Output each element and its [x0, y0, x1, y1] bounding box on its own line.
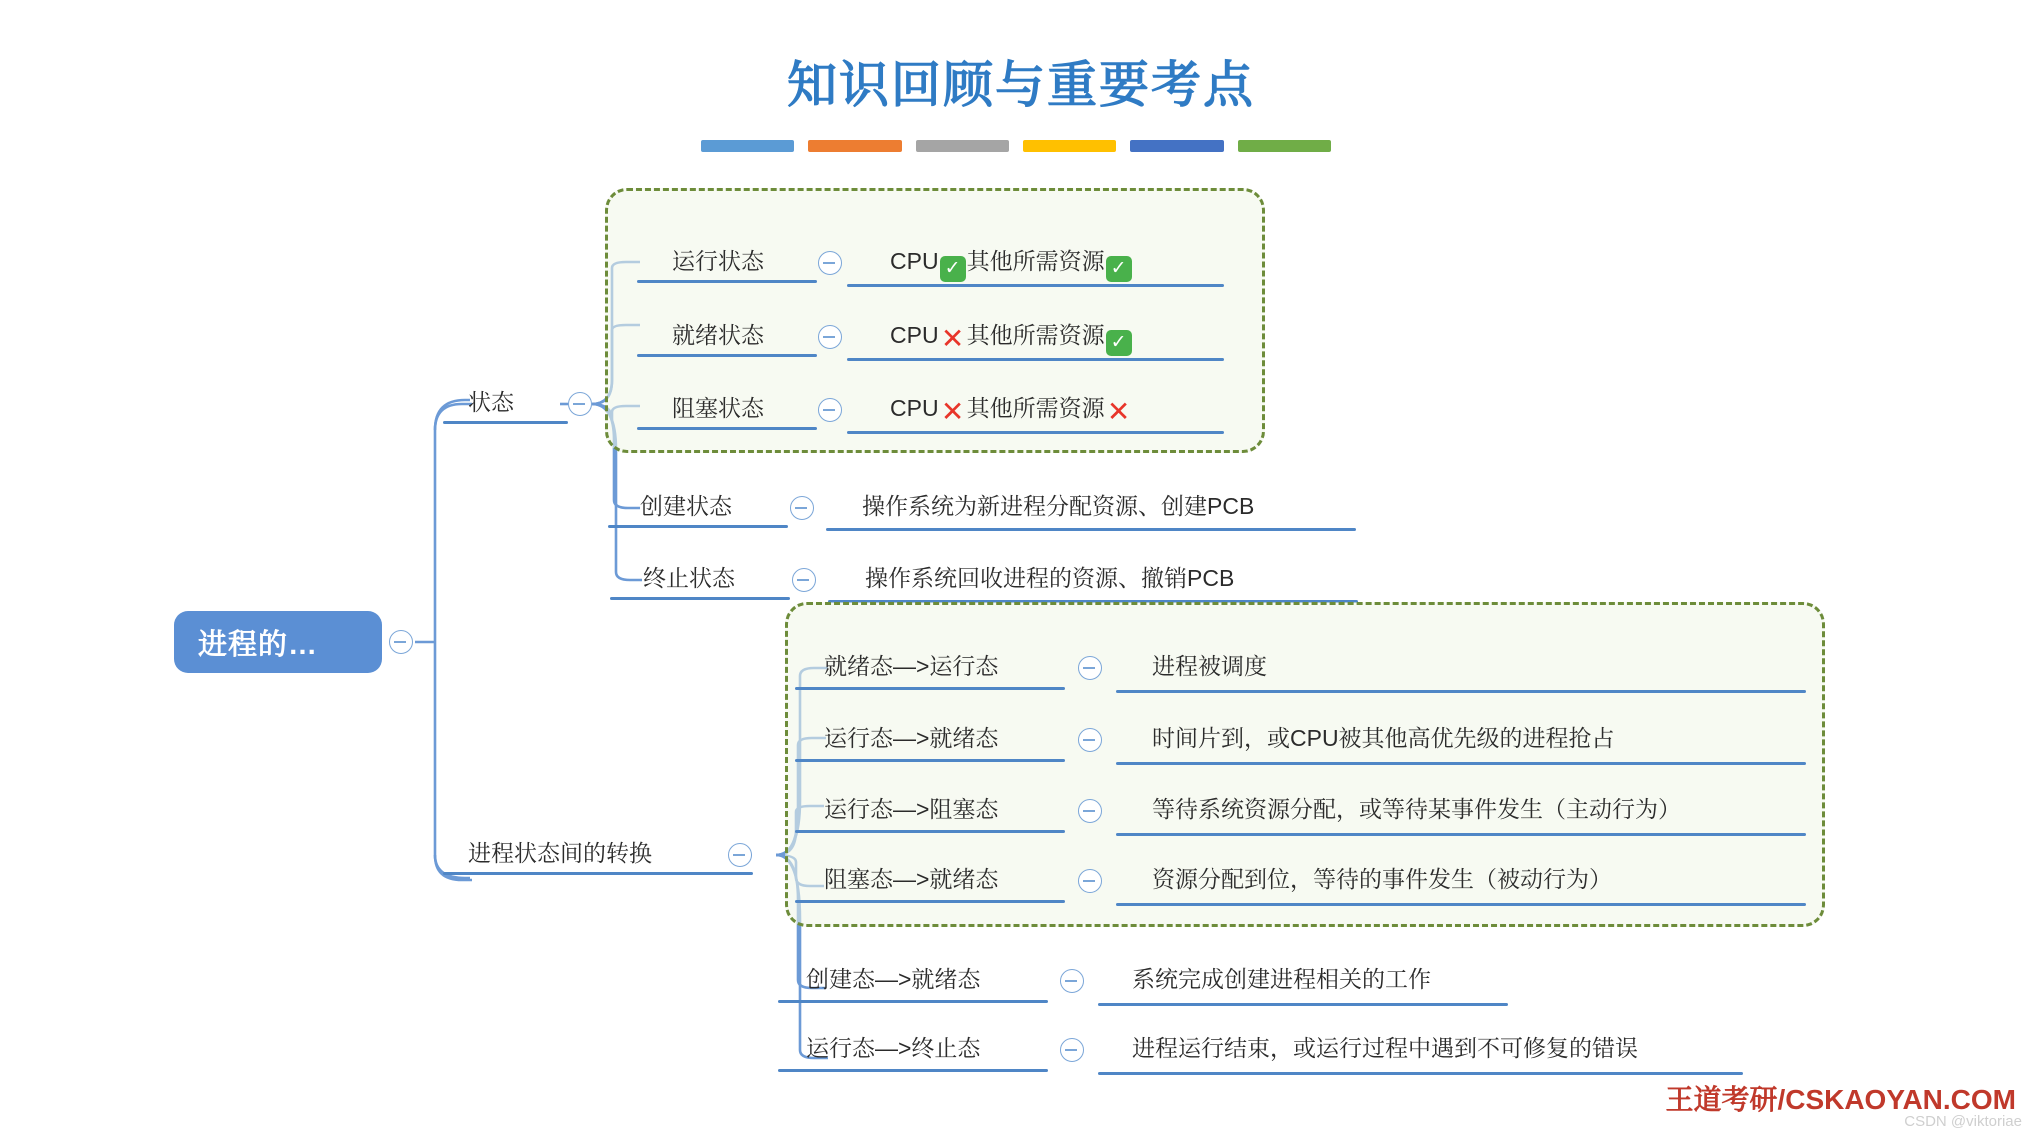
leaf-underline-running-to-ready	[1116, 762, 1806, 765]
title-color-bars	[701, 140, 1331, 152]
node-label-ready-to-running[interactable]: 就绪态—>运行态	[824, 653, 999, 679]
leaf-blocked-cpu-label: CPU	[890, 395, 939, 421]
node-underline-running-to-terminated	[778, 1069, 1048, 1072]
node-underline-running-state	[637, 280, 817, 283]
node-label-running-to-ready[interactable]: 运行态—>就绪态	[824, 725, 999, 751]
leaf-create-to-ready-detail: 系统完成创建进程相关的工作	[1132, 966, 1431, 992]
leaf-underline-running	[847, 284, 1224, 287]
node-underline-blocked-state	[637, 427, 817, 430]
node-underline-terminated-state	[610, 597, 790, 600]
leaf-terminated-state-detail: 操作系统回收进程的资源、撤销PCB	[865, 565, 1235, 591]
title-bar-3	[916, 140, 1009, 152]
leaf-ready-state-detail	[890, 317, 1133, 356]
node-label-terminated-state[interactable]: 终止状态	[643, 565, 735, 591]
leaf-running-cpu-label: CPU	[890, 248, 939, 274]
check-icon: ✓	[940, 256, 966, 282]
node-label-create-state[interactable]: 创建状态	[640, 493, 732, 519]
node-label-blocked-to-ready[interactable]: 阻塞态—>就绪态	[824, 866, 999, 892]
title-bar-6	[1238, 140, 1331, 152]
leaf-underline-ready-to-running	[1116, 690, 1806, 693]
leaf-underline-running-to-blocked	[1116, 833, 1806, 836]
title-bar-4	[1023, 140, 1116, 152]
root-node[interactable]	[174, 611, 382, 673]
node-label-running-to-blocked[interactable]: 运行态—>阻塞态	[824, 796, 999, 822]
watermark-author: CSDN @viktoriae	[1904, 1113, 2022, 1130]
leaf-running-to-terminated-detail: 进程运行结束，或运行过程中遇到不可修复的错误	[1132, 1035, 1638, 1061]
branch-label-states[interactable]: 状态	[468, 389, 514, 415]
branch-collapse-transitions[interactable]	[728, 843, 752, 867]
node-collapse-running-to-blocked[interactable]	[1078, 799, 1102, 823]
branch-underline-states	[443, 421, 568, 424]
leaf-blocked-state-detail	[890, 390, 1133, 425]
title-bar-1	[701, 140, 794, 152]
node-underline-blocked-to-ready	[795, 900, 1065, 903]
cross-icon: ✕	[940, 323, 965, 354]
root-label: 进程的…	[198, 628, 319, 661]
leaf-underline-blocked-to-ready	[1116, 903, 1806, 906]
leaf-blocked-to-ready-detail: 资源分配到位，等待的事件发生（被动行为）	[1152, 866, 1612, 892]
leaf-running-to-ready-detail: 时间片到，或CPU被其他高优先级的进程抢占	[1152, 725, 1615, 751]
leaf-running-to-blocked-detail: 等待系统资源分配，或等待某事件发生（主动行为）	[1152, 796, 1681, 822]
node-collapse-ready-to-running[interactable]	[1078, 656, 1102, 680]
watermark-brand: 王道考研/CSKAOYAN.COM	[1665, 1084, 2016, 1115]
leaf-underline-create	[826, 528, 1356, 531]
leaf-ready-cpu-label: CPU	[890, 322, 939, 348]
node-collapse-running-to-ready[interactable]	[1078, 728, 1102, 752]
node-label-ready-state[interactable]: 就绪状态	[672, 322, 764, 348]
branch-label-transitions[interactable]: 进程状态间的转换	[468, 840, 652, 866]
node-underline-create-state	[608, 525, 788, 528]
node-underline-create-to-ready	[778, 1000, 1048, 1003]
check-icon: ✓	[1106, 256, 1132, 282]
node-collapse-ready-state[interactable]	[818, 325, 842, 349]
node-label-create-to-ready[interactable]: 创建态—>就绪态	[806, 966, 981, 992]
node-collapse-create-to-ready[interactable]	[1060, 969, 1084, 993]
leaf-underline-blocked	[847, 431, 1224, 434]
node-underline-running-to-blocked	[795, 830, 1065, 833]
node-label-blocked-state[interactable]: 阻塞状态	[672, 395, 764, 421]
title-bar-5	[1130, 140, 1223, 152]
node-label-running-to-terminated[interactable]: 运行态—>终止态	[806, 1035, 981, 1061]
node-collapse-running-to-terminated[interactable]	[1060, 1038, 1084, 1062]
branch-underline-transitions	[443, 872, 753, 875]
branch-collapse-states[interactable]	[568, 392, 592, 416]
node-collapse-blocked-state[interactable]	[818, 398, 842, 422]
node-collapse-blocked-to-ready[interactable]	[1078, 869, 1102, 893]
title-bar-2	[808, 140, 901, 152]
node-underline-running-to-ready	[795, 759, 1065, 762]
node-underline-ready-to-running	[795, 687, 1065, 690]
leaf-ready-res-label: 其他所需资源	[966, 322, 1105, 348]
leaf-blocked-res-label: 其他所需资源	[966, 395, 1105, 421]
cross-icon: ✕	[1106, 396, 1131, 427]
leaf-ready-to-running-detail: 进程被调度	[1152, 653, 1267, 679]
root-collapse-toggle[interactable]	[389, 630, 413, 654]
check-icon: ✓	[1106, 330, 1132, 356]
node-underline-ready-state	[637, 354, 817, 357]
leaf-underline-running-to-terminated	[1098, 1072, 1743, 1075]
cross-icon: ✕	[940, 396, 965, 427]
leaf-underline-ready	[847, 358, 1224, 361]
node-label-running-state[interactable]: 运行状态	[672, 248, 764, 274]
node-collapse-terminated-state[interactable]	[792, 568, 816, 592]
node-collapse-running-state[interactable]	[818, 251, 842, 275]
leaf-create-state-detail: 操作系统为新进程分配资源、创建PCB	[862, 493, 1255, 519]
leaf-underline-create-to-ready	[1098, 1003, 1508, 1006]
leaf-running-res-label: 其他所需资源	[966, 248, 1105, 274]
leaf-running-state-detail	[890, 243, 1133, 282]
page-title: 知识回顾与重要考点	[787, 57, 1255, 113]
node-collapse-create-state[interactable]	[790, 496, 814, 520]
